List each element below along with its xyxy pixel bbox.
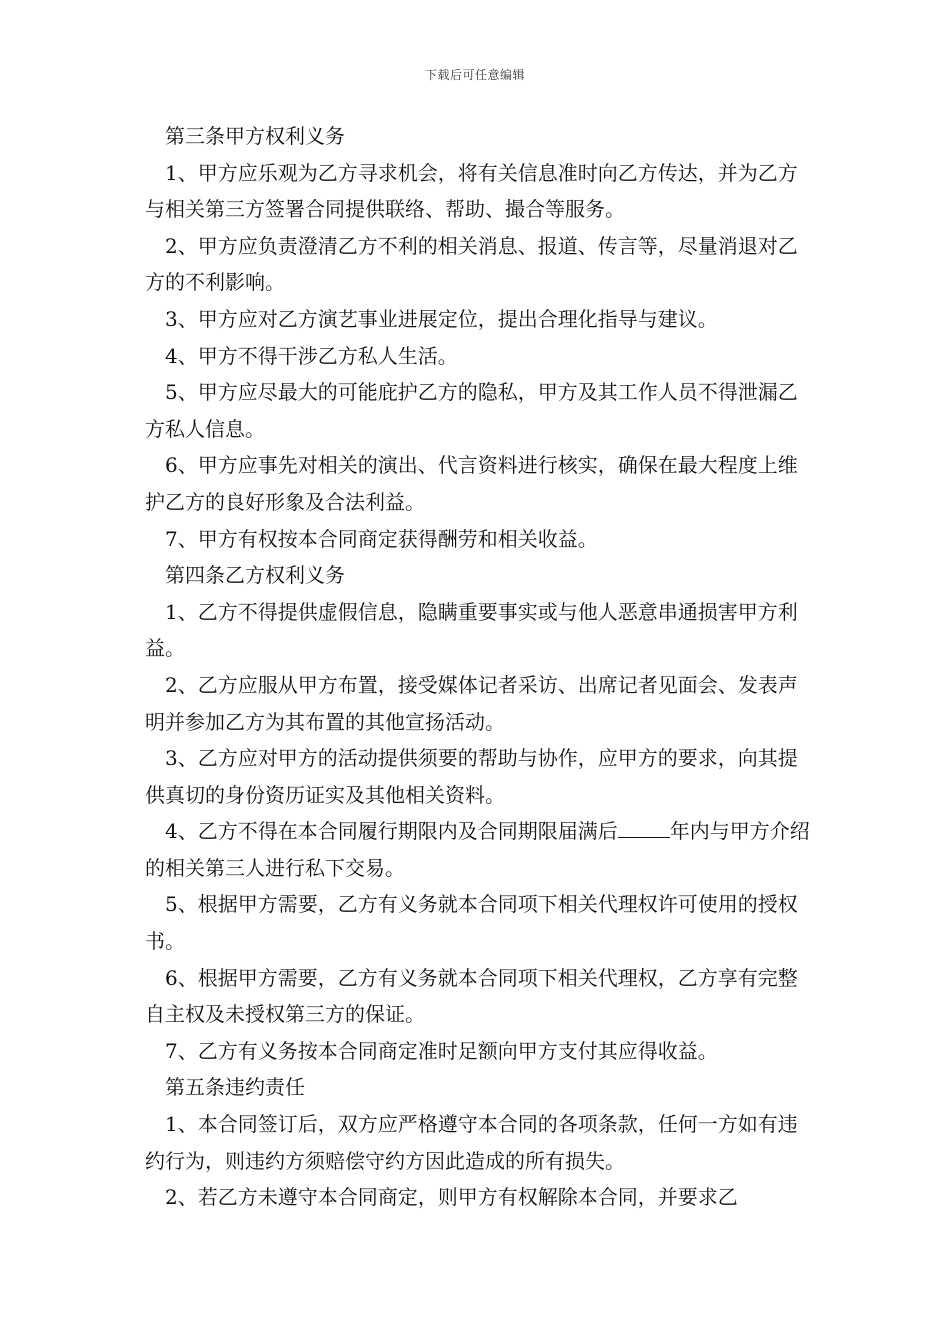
clause-5-1: 1、本合同签订后，双方应严格遵守本合同的各项条款，任何一方如有违约行为，则违约方须赔偿守约方因此造成的所有损失。: [145, 1112, 798, 1173]
clause-4-4-before: 4、乙方不得在本合同履行期限内及合同期限届满后: [165, 819, 618, 844]
section-title-3: 第三条甲方权利义务: [165, 124, 345, 148]
clause-3-5: 5、甲方应尽最大的可能庇护乙方的隐私，甲方及其工作人员不得泄漏乙方私人信息。: [145, 380, 798, 441]
clause-3-1: 1、甲方应乐观为乙方寻求机会，将有关信息准时向乙方传达，并为乙方与相关第三方签署合同提供联络、帮助、撮合等服务。: [145, 160, 798, 222]
clause-3-7: 7、甲方有权按本合同商定获得酬劳和相关收益。: [165, 526, 598, 551]
clause-5-2: 2、若乙方未遵守本合同商定，则甲方有权解除本合同，并要求乙: [165, 1185, 738, 1210]
clause-4-2: 2、乙方应服从甲方布置，接受媒体记者采访、出席记者见面会、发表声明并参加乙方为其布置的其他宣扬活动。: [145, 672, 798, 734]
section-title-4: 第四条乙方权利义务: [165, 563, 345, 588]
clause-3-3: 3、甲方应对乙方演艺事业进展定位，提出合理化指导与建议。: [165, 306, 718, 331]
document-body: [145, 118, 810, 1216]
clause-3-4: 4、甲方不得干涉乙方私人生活。: [165, 343, 458, 368]
clause-3-2: 2、甲方应负责澄清乙方不利的相关消息、报道、传言等，尽量消退对乙方的不利影响。: [145, 233, 798, 295]
clause-4-7: 7、乙方有义务按本合同商定准时足额向甲方支付其应得收益。: [165, 1038, 718, 1063]
clause-4-6: 6、根据甲方需要，乙方有义务就本合同项下相关代理权，乙方享有完整自主权及未授权第三方的保证。: [145, 965, 798, 1027]
clause-3-6: 6、甲方应事先对相关的演出、代言资料进行核实，确保在最大程度上维护乙方的良好形象及合法利益。: [145, 453, 798, 514]
clause-4-5: 5、根据甲方需要，乙方有义务就本合同项下相关代理权许可使用的授权书。: [145, 892, 798, 954]
clause-4-3: 3、乙方应对甲方的活动提供须要的帮助与协作，应甲方的要求，向其提供真切的身份资历证实及其他相关资料。: [145, 746, 798, 807]
section-title-5: 第五条违约责任: [165, 1075, 305, 1100]
page-header: 下载后可任意编辑: [424, 68, 525, 82]
clause-4-4: [145, 813, 810, 886]
clause-4-1: 1、乙方不得提供虚假信息，隐瞒重要事实或与他人恶意串通损害甲方利益。: [145, 599, 798, 661]
blank-underline: [618, 815, 670, 838]
clause-4-4-after: 年内与甲方介绍的相关第三人进行私下交易。: [145, 819, 810, 880]
